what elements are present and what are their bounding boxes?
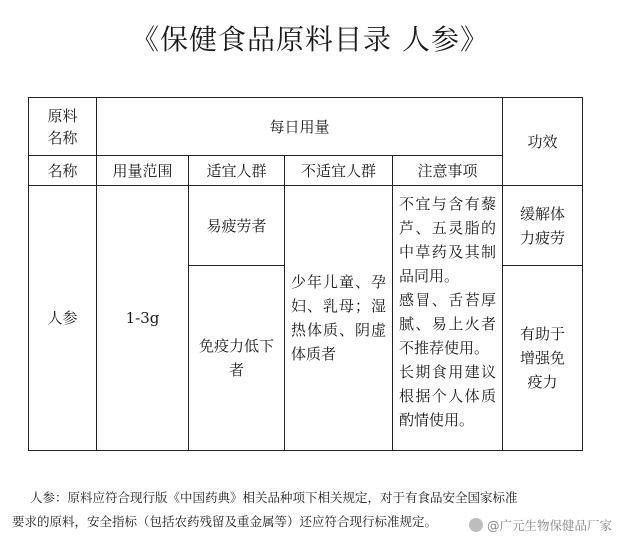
precaution-2: 感冒、舌苔厚腻、易上火者不推荐使用。: [399, 291, 497, 357]
watermark-text: @广元生物保健品厂家: [486, 518, 612, 533]
cell-unsuitable: 少年儿童、孕妇、乳母；湿热体质、阴虚体质者: [285, 186, 393, 451]
header-unsuitable-population: 不适宜人群: [285, 156, 393, 186]
precaution-3: 长期食用建议根据个人体质酌情使用。: [399, 363, 497, 429]
watermark: [469, 516, 612, 534]
cell-efficacy-2: 有助于增强免疫力: [503, 266, 583, 451]
header-precautions: 注意事项: [393, 156, 503, 186]
header-suitable-population: 适宜人群: [189, 156, 285, 186]
catalog-table: [28, 97, 583, 451]
footnote-line-2: 要求的原料，安全指标（包括农药残留及重金属等）还应符合现行标准规定。: [12, 514, 438, 529]
cell-suitable-2: 免疫力低下者: [189, 266, 285, 451]
header-daily-dosage: 每日用量: [97, 98, 503, 156]
cell-dosage-range: 1-3g: [97, 186, 189, 451]
header-raw-material-name: [29, 98, 97, 156]
footnote-line-1: 人参：原料应符合现行版《中国药典》相关品种项下相关规定，对于有食品安全国家标准: [30, 490, 518, 505]
watermark-logo-icon: [469, 518, 483, 532]
header-efficacy: 功效: [503, 98, 583, 186]
cell-name: 人参: [29, 186, 97, 451]
cell-precautions: [393, 186, 503, 451]
header-dosage-range: 用量范围: [97, 156, 189, 186]
cell-suitable-1: 易疲劳者: [189, 186, 285, 266]
precaution-1: 不宜与含有藜芦、五灵脂的中草药及其制品同用。: [399, 195, 497, 285]
header-raw-material-label: 原料 名称: [47, 106, 78, 147]
header-name: 名称: [29, 156, 97, 186]
page-title: 《保健食品原料目录 人参》: [131, 23, 489, 56]
cell-efficacy-1: 缓解体力疲劳: [503, 186, 583, 266]
